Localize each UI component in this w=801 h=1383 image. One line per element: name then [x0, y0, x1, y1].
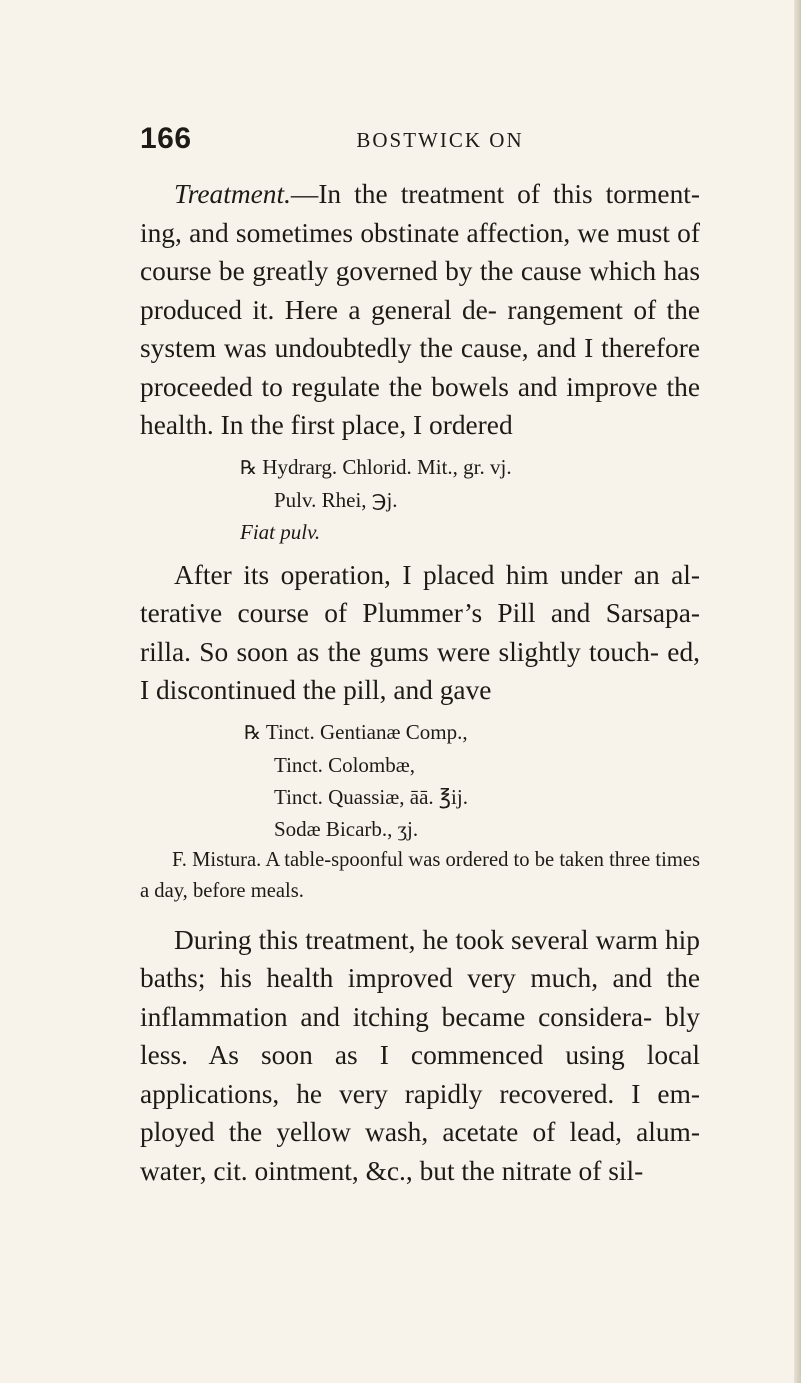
treatment-text: —In the treatment of this torment- ing, and sometimes obstinate affection, we must of course be greatly governed by the cause which has produced it. Here a general de- rangement of the system was undoubtedly the cause, and I therefore proceeded to regulate the bowels and improve the health. In the first place, I ordered	[140, 179, 700, 440]
prescription-1	[140, 451, 700, 548]
recipe-symbol: ℞	[244, 721, 262, 744]
prescription-2-line-4: Sodæ Bicarb., ʒj.	[274, 816, 419, 841]
recipe-symbol: ℞	[240, 456, 258, 479]
prescription-1-line-1: ℞ Hydrarg. Chlorid. Mit., gr. vj.	[240, 454, 512, 479]
prescription-1-line-3: Fiat pulv.	[240, 519, 321, 544]
mixture-note: F. Mistura. A table-spoonful was ordered to be taken three times a day, before meals.	[140, 848, 700, 902]
paragraph-treatment	[140, 175, 700, 445]
prescription-2-line-2: Tinct. Colombæ,	[274, 752, 416, 777]
prescription-2-line-1: ℞ Tinct. Gentianæ Comp.,	[244, 719, 468, 744]
body-text	[140, 175, 700, 1190]
page-number: 166	[140, 122, 192, 155]
prescription-2-line-3: Tinct. Quassiæ, āā. ℥ij.	[274, 784, 468, 809]
treatment-lead: Treatment.	[174, 179, 291, 209]
prescription-2	[140, 716, 700, 845]
running-head: BOSTWICK ON	[356, 128, 524, 152]
page-edge	[794, 0, 801, 1383]
paragraph-during-treatment: During this treatment, he took several warm hip baths; his health improved very much, and the inflammation and itching became considera- bly less. As soon as I commenced using local applications, he very rapidly recovered. I em- ployed the yellow wash, acetate of lead, alum- water, cit. ointment, &c., but the nitrate of sil-	[140, 924, 700, 1186]
prescription-1-line-2: Pulv. Rhei, ℈j.	[274, 487, 398, 512]
page-header	[140, 122, 700, 162]
paragraph-alterative: After its operation, I placed him under an al- terative course of Plummer’s Pill and Sarsapa- rilla. So soon as the gums were slightly touch- ed, I discontinued the pill, and gave	[140, 559, 700, 705]
